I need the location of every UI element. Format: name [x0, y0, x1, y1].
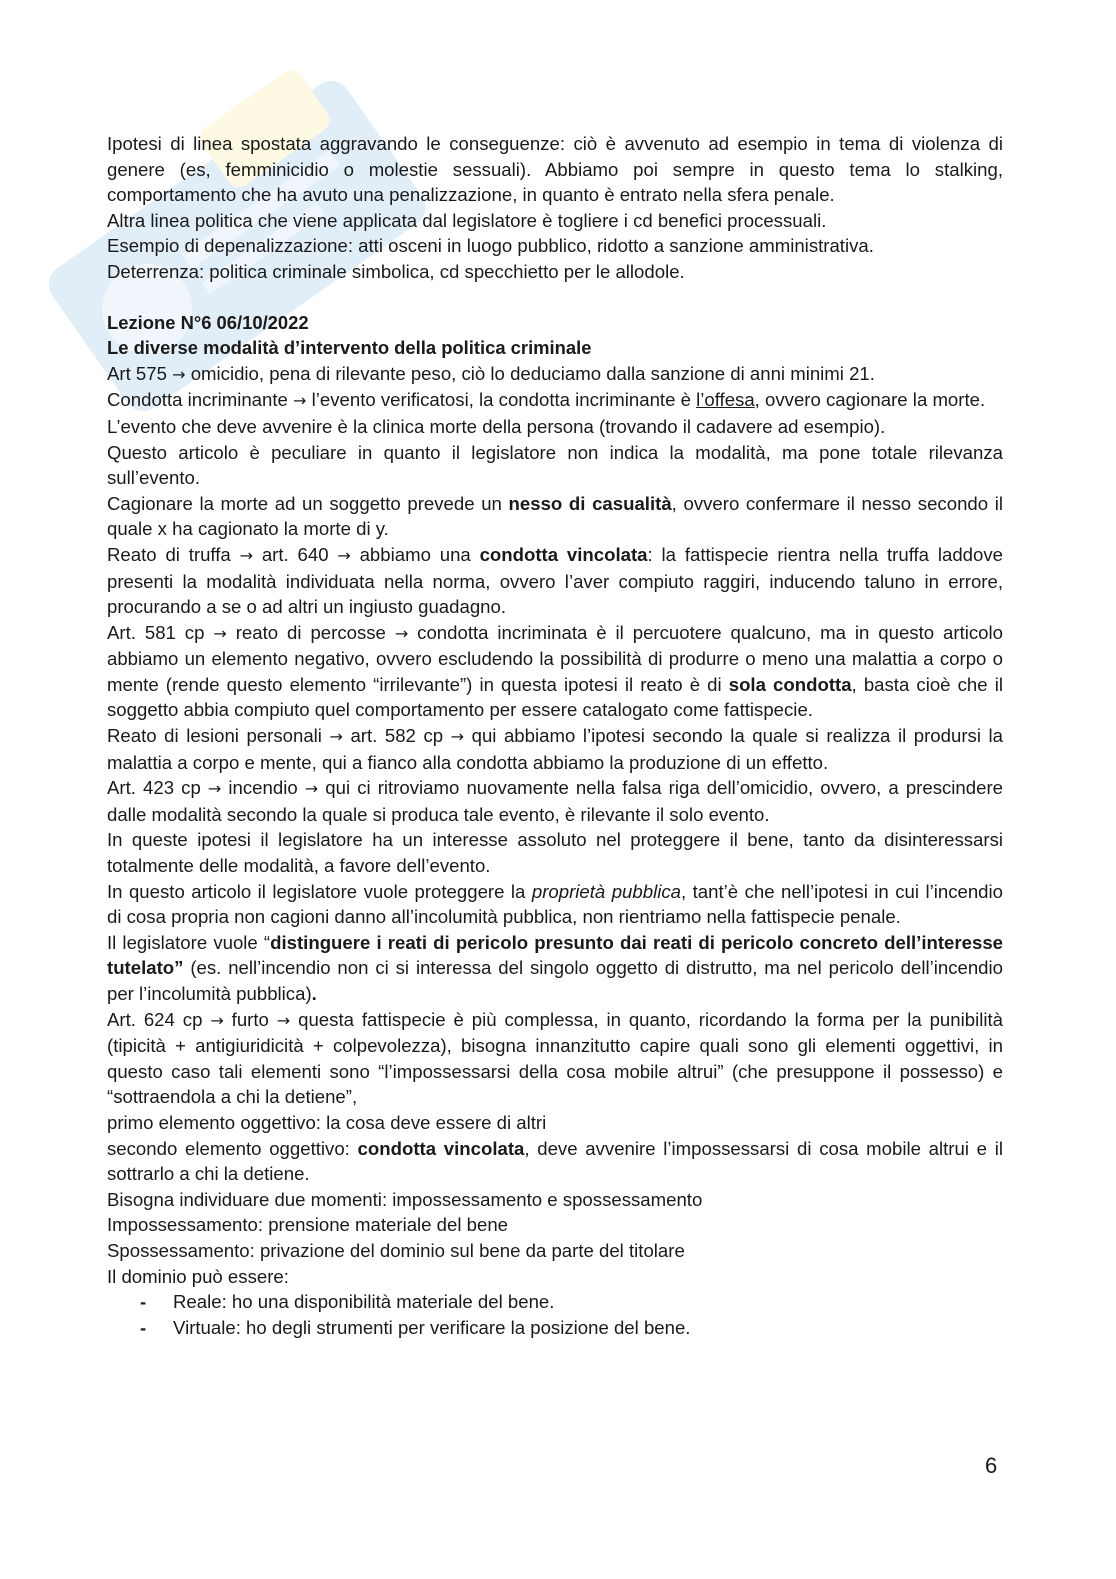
paragraph-articolo: In questo articolo il legislatore vuole proteggere la proprietà pubblica, tant’è che nell’ipotesi in cui l’incendio di cosa propria non cagioni danno all’incolumità pubblica, non rientriamo nella fattispecie penale.	[107, 880, 1003, 928]
paragraph-distinguere: Il legislatore vuole “distinguere i reati di pericolo presunto dai reati di pericolo concreto dell’interesse tutelato” (es. nell’incendio non ci si interessa del singolo oggetto di distrutto, ma nel pericolo dell’incendio per l’incolumità pubblica).	[107, 931, 1003, 1004]
paragraph-momenti: Bisogna individuare due momenti: impossessamento e spossessamento	[107, 1188, 703, 1210]
paragraph-primo: primo elemento oggettivo: la cosa deve essere di altri	[107, 1111, 547, 1133]
dash-bullet: -	[140, 1316, 147, 1338]
document-body	[107, 131, 1003, 1340]
paragraph-art624: Art. 624 cp → furto → questa fattispecie è più complessa, in quanto, ricordando la forma per la punibilità (tipicità + antigiuridicità + colpevolezza), bisogna innanzitutto capire quali sono gli elementi oggettivi, in questo caso tali elementi sono “l’impossessarsi della cosa mobile altrui” (che presuppone il possesso) e “sottraendola a chi la detiene”,	[107, 1008, 1003, 1108]
list-item: - Reale: ho una disponibilità materiale del bene.	[140, 1289, 1003, 1315]
list-item: - Virtuale: ho degli strumenti per verificare la posizione del bene.	[140, 1315, 1003, 1341]
arrow-icon: →	[304, 779, 319, 799]
arrow-icon: →	[329, 727, 343, 747]
arrow-icon: →	[450, 727, 465, 747]
intro-paragraph: Deterrenza: politica criminale simbolica, cd specchietto per le allodole.	[107, 260, 685, 282]
paragraph-evento: L’evento che deve avvenire è la clinica morte della persona (trovando il cadavere ad esempio).	[107, 415, 886, 437]
arrow-icon: →	[172, 364, 186, 384]
arrow-icon: →	[394, 623, 409, 643]
paragraph-lesioni: Reato di lesioni personali → art. 582 cp → qui abbiamo l’ipotesi secondo la quale si realizza il prodursi la malattia a corpo e mente, qui a fianco alla condotta abbiamo la produzione di un effetto.	[107, 725, 1003, 773]
dash-bullet: -	[140, 1291, 147, 1313]
paragraph-truffa: Reato di truffa → art. 640 → abbiamo una condotta vincolata: la fattispecie rientra nella truffa laddove presenti la modalità individuata nella norma, ovvero l’aver compiuto raggiri, inducendo taluno in errore, procurando a se o ad altri un ingiusto guadagno.	[107, 543, 1003, 618]
paragraph-art575: Art 575 → omicidio, pena di rilevante peso, ciò lo deduciamo dalla sanzione di anni minimi 21.	[107, 362, 875, 384]
paragraph-peculiare: Questo articolo è peculiare in quanto il legislatore non indica la modalità, ma pone totale rilevanza sull’evento.	[107, 441, 1003, 489]
arrow-icon: →	[207, 779, 222, 799]
arrow-icon: →	[239, 545, 253, 565]
paragraph-ipotesi: In queste ipotesi il legislatore ha un interesse assoluto nel proteggere il bene, tanto da disinteressarsi totalmente delle modalità, a favore dell’evento.	[107, 829, 1003, 877]
arrow-icon: →	[210, 1010, 224, 1030]
lesson-title: Lezione N°6 06/10/2022	[107, 311, 309, 333]
intro-paragraph: Esempio di depenalizzazione: atti osceni in luogo pubblico, ridotto a sanzione amministrativa.	[107, 235, 874, 257]
lesson-subtitle: Le diverse modalità d’intervento della politica criminale	[107, 337, 592, 359]
arrow-icon: →	[293, 391, 307, 411]
paragraph-condotta: Condotta incriminante → l’evento verificatosi, la condotta incriminante è l’offesa, ovvero cagionare la morte.	[107, 389, 986, 411]
intro-paragraph: Ipotesi di linea spostata aggravando le conseguenze: ciò è avvenuto ad esempio in tema di violenza di genere (es, femminicidio o molestie sessuali). Abbiamo poi sempre in questo tema lo stalking, comportamento che ha avuto una penalizzazione, in quanto è entrato nella sfera penale.	[107, 133, 1003, 206]
paragraph-art581: Art. 581 cp → reato di percosse → condotta incriminata è il percuotere qualcuno, ma in questo articolo abbiamo un elemento negativo, ovvero escludendo la possibilità di produrre o meno una malattia a corpo o mente (rende questo elemento “irrilevante”) in questa ipotesi il reato è di sola condotta, basta cioè che il soggetto abbia compiuto quel comportamento per essere catalogato come fattispecie.	[107, 621, 1003, 721]
paragraph-dominio: Il dominio può essere:	[107, 1265, 289, 1287]
paragraph-art423: Art. 423 cp → incendio → qui ci ritroviamo nuovamente nella falsa riga dell’omicidio, ovvero, a prescindere dalle modalità secondo la quale si produca tale evento, è rilevante il solo evento.	[107, 777, 1003, 825]
intro-paragraph: Altra linea politica che viene applicata dal legislatore è togliere i cd benefici processuali.	[107, 209, 827, 231]
paragraph-impossessamento: Impossessamento: prensione materiale del bene	[107, 1214, 509, 1236]
page-number: 6	[985, 1453, 998, 1478]
arrow-icon: →	[276, 1010, 291, 1030]
paragraph-secondo: secondo elemento oggettivo: condotta vincolata, deve avvenire l’impossessarsi di cosa mobile altrui e il sottrarlo a chi la detiene.	[107, 1137, 1003, 1185]
dominio-list	[107, 1289, 1003, 1340]
paragraph-spossessamento: Spossessamento: privazione del dominio sul bene da parte del titolare	[107, 1239, 685, 1261]
paragraph-nesso: Cagionare la morte ad un soggetto prevede un nesso di casualità, ovvero confermare il nesso secondo il quale x ha cagionato la morte di y.	[107, 492, 1003, 540]
arrow-icon: →	[337, 545, 351, 565]
arrow-icon: →	[213, 623, 227, 643]
